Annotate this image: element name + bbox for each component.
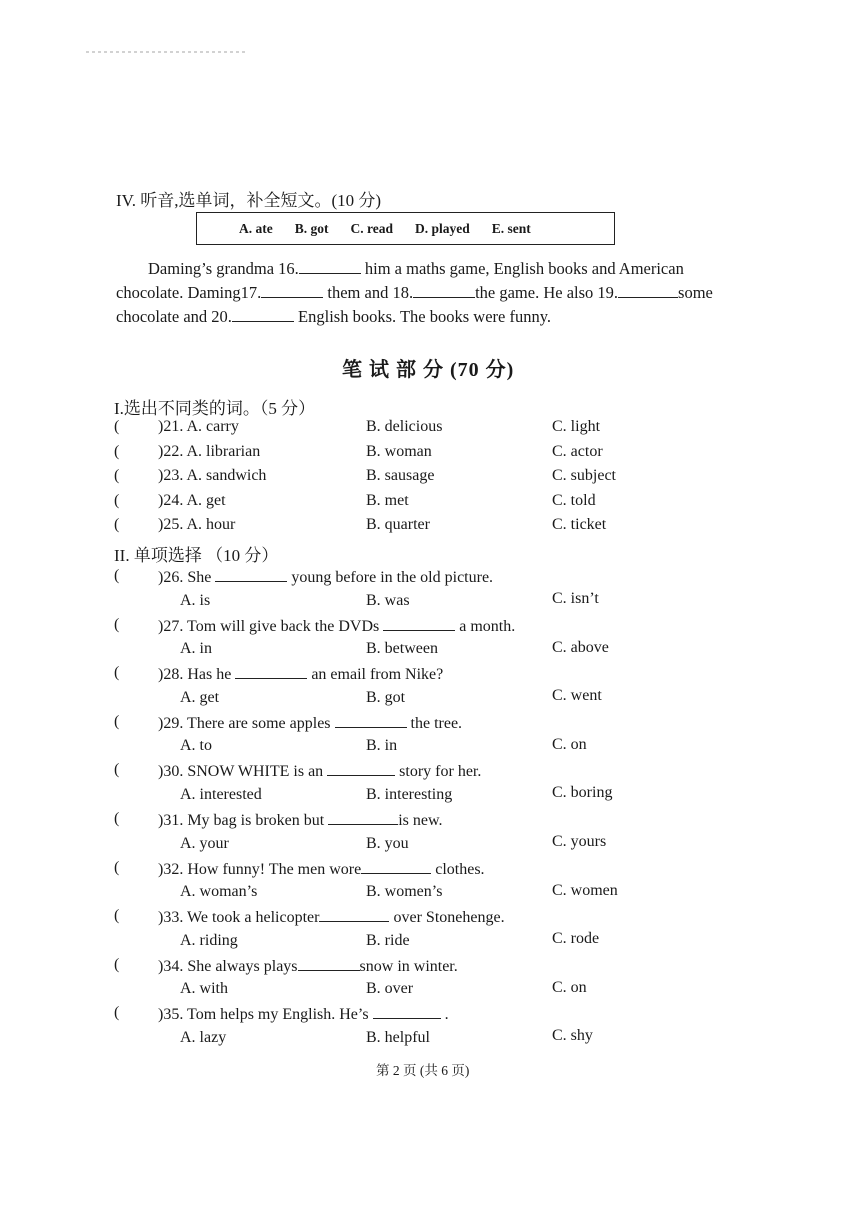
answer-paren[interactable]: ( xyxy=(114,567,120,584)
option-b: B. delicious xyxy=(366,418,443,435)
passage-text: some xyxy=(678,283,713,302)
question-text: snow in winter. xyxy=(359,957,458,975)
answer-paren[interactable]: ( xyxy=(114,516,120,533)
passage-text: the game. He also 19. xyxy=(475,283,619,302)
option-a: A. lazy xyxy=(180,1028,227,1046)
option-c: C. on xyxy=(552,978,587,996)
choice-e: E. sent xyxy=(491,220,531,236)
option-b: B. woman xyxy=(366,442,432,460)
option-c: C. shy xyxy=(552,1027,593,1045)
passage-text: Daming’s grandma 16. xyxy=(148,259,299,278)
answer-paren[interactable]: ( xyxy=(114,615,120,633)
question-text: an email from Nike? xyxy=(307,666,444,684)
answer-blank[interactable] xyxy=(327,761,395,776)
question-text: young before in the old picture. xyxy=(287,569,494,586)
question-text: )34. She always plays xyxy=(158,957,298,975)
question-text: )30. SNOW WHITE is an xyxy=(158,763,328,781)
question-text: )35. Tom helps my English. He’s xyxy=(158,1006,373,1024)
question-stem xyxy=(158,956,458,976)
blank-20[interactable] xyxy=(232,307,294,322)
section-i-heading: I.选出不同类的词。（5 分） xyxy=(114,399,316,418)
option-b: B. ride xyxy=(366,931,410,949)
answer-paren[interactable]: ( xyxy=(114,664,120,682)
passage-text: chocolate. Daming17. xyxy=(116,283,262,302)
option-c: C. boring xyxy=(552,784,613,802)
answer-blank[interactable] xyxy=(215,567,287,582)
question-stem xyxy=(158,907,505,927)
option-b: B. sausage xyxy=(366,467,435,484)
passage-text: chocolate and 20. xyxy=(116,307,232,326)
option-a: )24. A. get xyxy=(158,491,226,509)
question-text: the tree. xyxy=(406,714,463,732)
option-b: B. was xyxy=(366,591,410,609)
option-a: A. riding xyxy=(180,931,238,949)
question-text: )26. She xyxy=(158,569,216,586)
option-b: B. interesting xyxy=(366,785,453,803)
option-b: B. met xyxy=(366,491,409,509)
passage-line-3 xyxy=(116,305,551,330)
answer-paren[interactable]: ( xyxy=(114,1004,120,1022)
option-b: B. you xyxy=(366,834,409,852)
option-b: B. over xyxy=(366,980,414,998)
option-a: A. woman’s xyxy=(180,883,258,901)
option-a: )22. A. librarian xyxy=(158,442,261,460)
blank-19[interactable] xyxy=(618,283,678,298)
option-a: A. is xyxy=(180,591,211,609)
passage-text: them and 18. xyxy=(323,283,414,302)
option-a: )25. A. hour xyxy=(158,516,236,533)
choice-b: B. got xyxy=(294,220,329,236)
choice-a: A. ate xyxy=(239,220,273,236)
option-a: )23. A. sandwich xyxy=(158,467,267,484)
option-b: B. women’s xyxy=(366,883,443,901)
question-text: . xyxy=(440,1006,449,1024)
written-part-title: 笔 试 部 分 (70 分) xyxy=(342,359,515,381)
option-a: )21. A. carry xyxy=(158,418,239,435)
option-b: B. got xyxy=(366,688,406,706)
answer-blank[interactable] xyxy=(298,956,360,971)
question-text: is new. xyxy=(398,812,443,829)
option-c: C. ticket xyxy=(552,516,607,533)
question-text: )31. My bag is broken but xyxy=(158,812,329,829)
option-b: B. between xyxy=(366,640,438,658)
passage-text: English books. The books were funny. xyxy=(293,307,552,326)
question-stem xyxy=(158,616,515,636)
page-footer: 第 2 页 (共 6 页) xyxy=(376,1063,470,1078)
question-stem xyxy=(158,664,443,684)
answer-paren[interactable]: ( xyxy=(114,907,120,925)
option-c: C. light xyxy=(552,418,601,435)
answer-paren[interactable]: ( xyxy=(114,712,120,730)
section-iv-heading: IV. 听音,选单词，补全短文。(10 分) xyxy=(116,191,382,210)
question-text: over Stonehenge. xyxy=(389,909,505,927)
answer-paren[interactable]: ( xyxy=(114,955,120,973)
section-ii-heading: II. 单项选择 （10 分） xyxy=(114,546,279,565)
answer-blank[interactable] xyxy=(328,810,398,825)
scan-artifact xyxy=(86,51,246,53)
answer-paren[interactable]: ( xyxy=(114,858,120,876)
question-stem xyxy=(158,567,493,587)
answer-blank[interactable] xyxy=(235,664,307,679)
question-stem xyxy=(158,713,462,733)
answer-blank[interactable] xyxy=(319,907,389,922)
answer-blank[interactable] xyxy=(383,616,455,631)
answer-blank[interactable] xyxy=(373,1004,441,1019)
question-text: )32. How funny! The men wore xyxy=(158,860,362,878)
option-c: C. on xyxy=(552,735,587,753)
question-text: )27. Tom will give back the DVDs xyxy=(158,617,384,635)
option-a: A. get xyxy=(180,688,220,706)
question-text: a month. xyxy=(455,617,516,635)
option-b: B. helpful xyxy=(366,1028,430,1046)
option-b: B. quarter xyxy=(366,516,430,533)
option-c: C. went xyxy=(552,687,602,705)
question-stem xyxy=(158,859,485,879)
question-stem xyxy=(158,761,481,781)
answer-paren[interactable]: ( xyxy=(114,761,120,779)
answer-paren[interactable]: ( xyxy=(114,442,120,460)
answer-paren[interactable]: ( xyxy=(114,467,120,484)
option-a: A. to xyxy=(180,737,212,755)
passage-line-1 xyxy=(148,257,684,282)
answer-paren[interactable]: ( xyxy=(114,418,120,435)
passage-line-2 xyxy=(116,281,713,306)
question-stem xyxy=(158,1004,449,1024)
answer-paren[interactable]: ( xyxy=(114,491,120,509)
answer-paren[interactable]: ( xyxy=(114,810,120,827)
choice-d: D. played xyxy=(415,220,470,236)
option-a: A. in xyxy=(180,640,212,658)
question-stem xyxy=(158,810,443,830)
option-a: A. interested xyxy=(180,785,262,803)
question-text: )28. Has he xyxy=(158,666,236,684)
question-text: story for her. xyxy=(395,763,482,781)
choice-c: C. read xyxy=(350,220,393,236)
answer-blank[interactable] xyxy=(335,713,407,728)
option-a: A. with xyxy=(180,980,228,998)
question-text: )29. There are some apples xyxy=(158,714,335,732)
blank-17[interactable] xyxy=(261,283,323,298)
question-text: )33. We took a helicopter xyxy=(158,909,320,927)
option-c: C. above xyxy=(552,638,609,656)
option-c: C. women xyxy=(552,881,618,899)
passage-text: him a maths game, English books and American xyxy=(360,259,684,278)
question-text: clothes. xyxy=(431,860,485,878)
option-a: A. your xyxy=(180,834,229,852)
option-c: C. actor xyxy=(552,442,603,460)
word-choice-box xyxy=(196,212,615,245)
option-c: C. told xyxy=(552,491,596,509)
blank-16[interactable] xyxy=(299,259,361,274)
option-c: C. rode xyxy=(552,930,600,948)
answer-blank[interactable] xyxy=(361,859,431,874)
option-c: C. isn’t xyxy=(552,590,599,607)
option-c: C. subject xyxy=(552,467,616,484)
option-c: C. yours xyxy=(552,833,607,850)
option-b: B. in xyxy=(366,737,398,755)
blank-18[interactable] xyxy=(413,283,475,298)
